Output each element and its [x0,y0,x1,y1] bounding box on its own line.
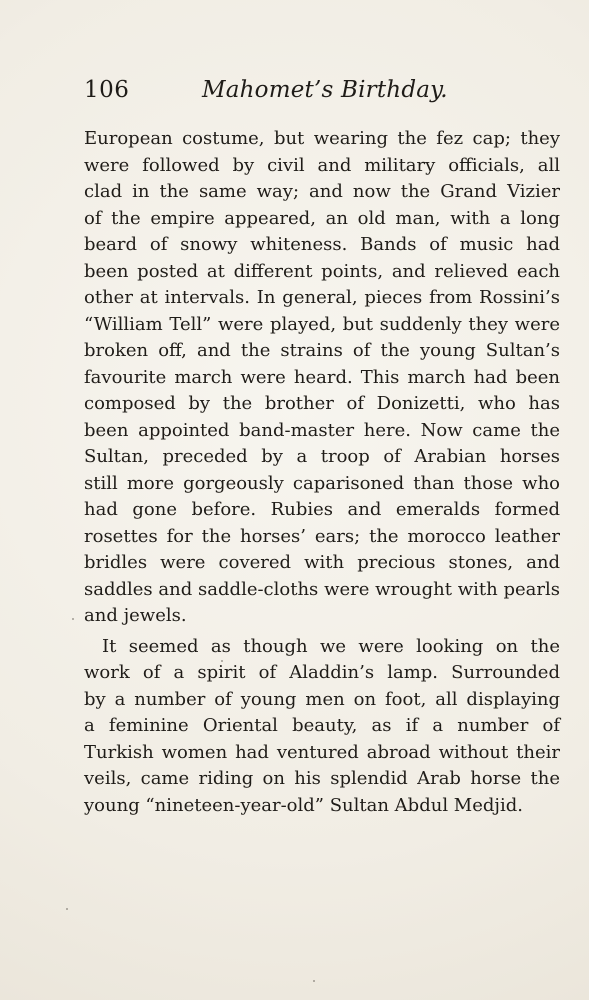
paper-speck [221,660,223,662]
text-line: saddles and saddle-cloths were wrought with pearls [84,578,560,600]
text-line: European costume, but wearing the fez cap; they [84,128,560,149]
text-line: of the empire appeared, an old man, with a long [84,207,560,229]
text-line: composed by the brother of Donizetti, who has [84,393,560,414]
text-line: other at intervals. In general, pieces from Rossini’s [84,287,560,308]
paper-speck [72,618,74,620]
text-line: been posted at different points, and relieved each [84,260,560,282]
text-line: still more gorgeously caparisoned than those who [84,472,560,494]
text-line: bridles were covered with precious stones, and [84,552,560,573]
page-header [84,73,520,107]
text-line: were followed by civil and military officials, all [84,154,560,176]
text-line: It seemed as though we were looking on the [102,635,560,657]
text-line: beard of snowy whiteness. Bands of music had [84,234,560,255]
text-line: favourite march were heard. This march had been [84,366,560,388]
text-line: veils, came riding on his splendid Arab horse the [84,768,560,789]
text-line: rosettes for the horses’ ears; the morocco leather [84,525,560,547]
text-line: been appointed band-master here. Now came the [84,419,560,441]
paper-speck [313,980,315,982]
page-number: 106 [84,77,130,103]
running-title: Mahomet’s Birthday. [202,77,448,103]
text-line: broken off, and the strains of the young Sultan’s [84,340,560,361]
text-line: by a number of young men on foot, all displaying [84,688,560,710]
text-line: Sultan, preceded by a troop of Arabian horses [84,446,560,467]
text-line: had gone before. Rubies and emeralds formed [84,499,560,520]
text-line: work of a spirit of Aladdin’s lamp. Surrounded [84,662,560,683]
text-line: clad in the same way; and now the Grand Vizier [84,181,560,202]
page-text [84,126,560,819]
text-line: “William Tell” were played, but suddenly they were [84,313,560,335]
text-line: Turkish women had ventured abroad without their [84,741,560,763]
text-line: and jewels. [84,605,187,626]
text-line: a feminine Oriental beauty, as if a number of [84,715,560,736]
text-line: young “nineteen-year-old” Sultan Abdul Medjid. [84,794,523,816]
paper-speck [66,908,68,910]
